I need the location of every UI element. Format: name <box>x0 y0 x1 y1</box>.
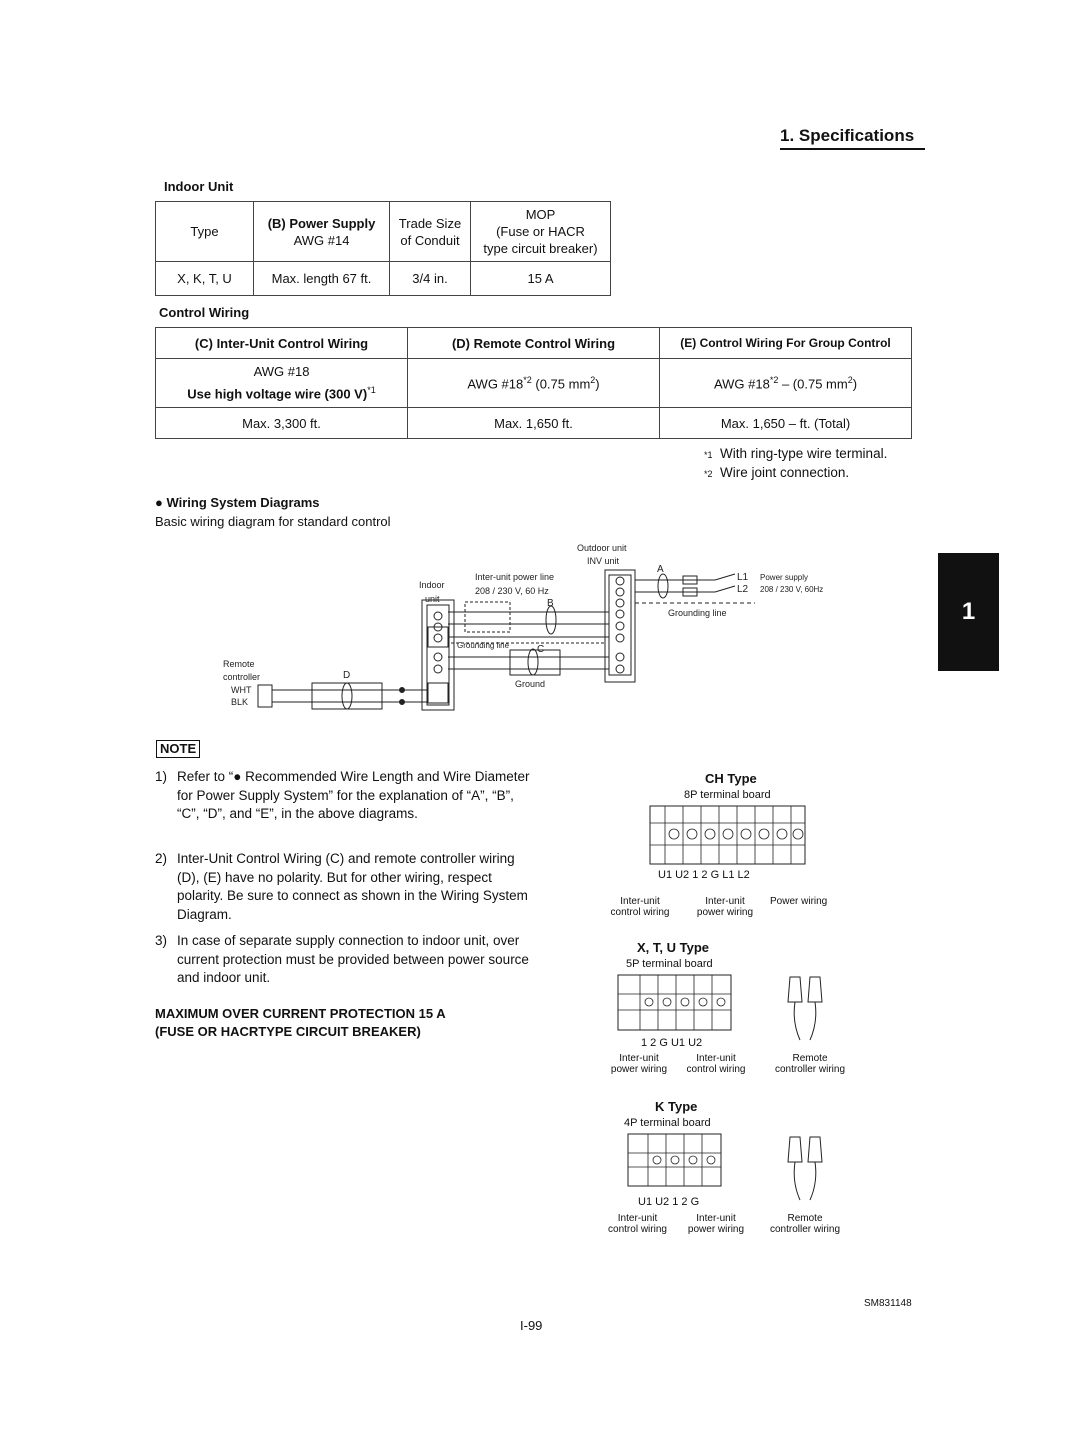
indoor-unit-table <box>155 201 611 296</box>
wiring-title: ● Wiring System Diagrams <box>155 495 320 510</box>
label-indoor: Indoor <box>419 580 445 590</box>
label-l1: L1 <box>737 572 749 583</box>
label-powerline: Inter-unit power line <box>475 572 555 582</box>
wiring-diagram <box>215 540 855 715</box>
k-terminals: U1 U2 1 2 G <box>638 1196 700 1208</box>
label-power-supply-v: 208 / 230 V, 60Hz <box>760 585 824 594</box>
ch-type-title: CH Type <box>705 771 757 786</box>
max-protection: MAXIMUM OVER CURRENT PROTECTION 15 A (FUSE OR HACRTYPE CIRCUIT BREAKER) <box>155 1006 446 1039</box>
label-wht: WHT <box>231 685 252 695</box>
doc-code: SM831148 <box>864 1298 912 1309</box>
xtu-board-label: 5P terminal board <box>626 958 713 970</box>
wiring-subtitle: Basic wiring diagram for standard control <box>155 514 391 529</box>
ch-terminals: U1 U2 1 2 G L1 L2 <box>658 869 750 881</box>
power-supply-header: (B) Power Supply AWG #14 <box>254 202 390 262</box>
d-max: Max. 1,650 ft. <box>408 408 660 439</box>
page-number: I-99 <box>520 1318 543 1333</box>
label-outdoor: Outdoor unit <box>577 543 627 553</box>
type-header: Type <box>156 202 254 262</box>
xtu-terminals: 1 2 G U1 U2 <box>641 1037 703 1049</box>
footnote-2: *2 Wire joint connection. <box>704 465 850 480</box>
footnotes <box>704 445 887 483</box>
k-terminal-board-icon <box>622 1131 727 1191</box>
e-spec: AWG #18$^{*2}$ – (0.75 $mm^2$) <box>660 359 912 408</box>
remote-wire-connector-icon <box>780 972 830 1042</box>
label-ground: Ground <box>515 679 546 689</box>
length-cell: Max. length 67 ft. <box>254 262 390 296</box>
ch-terminal-board-icon <box>645 803 810 868</box>
note-item-1: 1) Refer to “● Recommended Wire Length and Wire Diameter for Power Supply System” for the explanation of “A”, “B”, “C”, “D”, and “E”, in the above diagrams. <box>155 769 530 821</box>
xtu-type-title: X, T, U Type <box>637 940 709 955</box>
ch-label-power: Power wiring <box>770 896 828 907</box>
label-grounding-outdoor: Grounding line <box>668 608 727 618</box>
type-cell: X, K, T, U <box>156 262 254 296</box>
bullet-icon: ● <box>155 495 163 510</box>
xtu-label-inter-control: Inter-unit control wiring <box>686 1053 746 1075</box>
label-a: A <box>657 564 664 575</box>
label-powerline-v: 208 / 230 V, 60 Hz <box>475 586 549 596</box>
mop-header: MOP (Fuse or HACR type circuit breaker) <box>471 202 611 262</box>
trade-size-header: Trade Size of Conduit <box>390 202 471 262</box>
k-label-inter-control: Inter-unit control wiring <box>608 1213 667 1235</box>
note-label: NOTE <box>156 740 200 758</box>
k-label-inter-power: Inter-unit power wiring <box>687 1213 745 1235</box>
header-d: (D) Remote Control Wiring <box>408 328 660 359</box>
k-type-title: K Type <box>655 1099 698 1114</box>
footnote-1: *1 With ring-type wire terminal. <box>704 446 888 461</box>
c-max: Max. 3,300 ft. <box>156 408 408 439</box>
section-title: 1. Specifications <box>780 126 925 150</box>
note-item-2: 2) Inter-Unit Control Wiring (C) and remote controller wiring (D), (E) have no polarity. But for other wiring, respect polarity. Be sure to connect as shown in the Wiring System Diagram. <box>155 851 528 922</box>
label-grounding-indoor: Grounding line <box>457 641 510 650</box>
k-board-label: 4P terminal board <box>624 1117 711 1129</box>
d-spec: AWG #18$^{*2}$ (0.75 $mm^2$) <box>408 359 660 408</box>
label-unit: unit <box>425 594 440 604</box>
conduit-cell: 3/4 in. <box>390 262 471 296</box>
label-d: D <box>343 670 351 681</box>
chapter-tab: 1 <box>938 553 999 671</box>
control-wiring-table <box>155 327 912 439</box>
k-label-remote: Remote controller wiring <box>769 1213 841 1235</box>
remote-wire-connector-icon-k <box>780 1132 830 1202</box>
label-power-supply: Power supply <box>760 573 809 582</box>
header-e: (E) Control Wiring For Group Control <box>660 328 912 359</box>
e-max: Max. 1,650 – ft. (Total) <box>660 408 912 439</box>
label-b: B <box>547 598 554 609</box>
xtu-label-remote: Remote controller wiring <box>774 1053 846 1075</box>
label-blk: BLK <box>231 697 249 707</box>
label-c: C <box>537 644 545 655</box>
mop-cell: 15 A <box>471 262 611 296</box>
c-spec: AWG #18 Use high voltage wire (300 V)$^{*1}$ <box>156 359 408 408</box>
ch-label-inter-control: Inter-unit control wiring <box>610 896 670 918</box>
label-controller: controller <box>223 672 261 682</box>
control-wiring-title: Control Wiring <box>159 305 250 320</box>
label-l2: L2 <box>737 584 749 595</box>
xtu-terminal-board-icon <box>612 972 737 1034</box>
label-remote: Remote <box>223 659 255 669</box>
header-c: (C) Inter-Unit Control Wiring <box>156 328 408 359</box>
label-inv: INV unit <box>587 556 620 566</box>
ch-label-inter-power: Inter-unit power wiring <box>696 896 754 918</box>
ch-board-label: 8P terminal board <box>684 789 771 801</box>
note-item-3: 3) In case of separate supply connection to indoor unit, over current protection must be provided between power source and indoor unit. <box>155 933 529 985</box>
xtu-label-inter-power: Inter-unit power wiring <box>610 1053 668 1075</box>
indoor-unit-title: Indoor Unit <box>164 179 234 194</box>
